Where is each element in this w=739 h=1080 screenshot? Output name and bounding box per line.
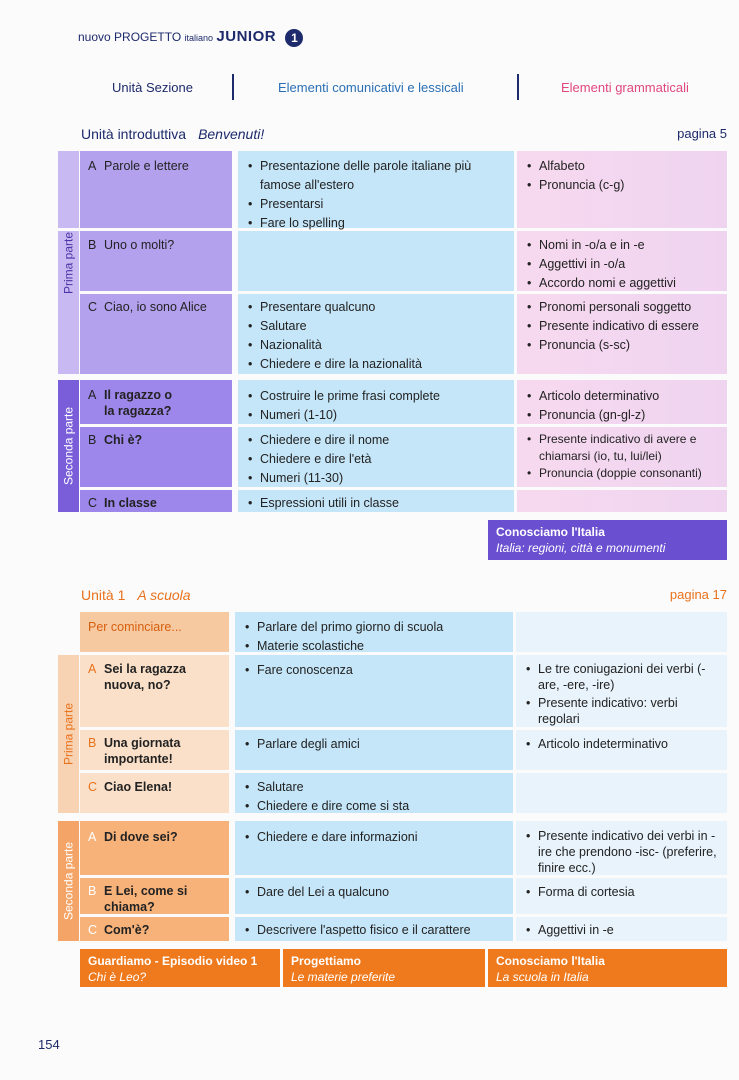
list-item: • Numeri (11-30)	[246, 469, 506, 488]
bar-subtitle: La scuola in Italia	[496, 970, 589, 984]
list-item: • Nazionalità	[246, 336, 506, 355]
section-name: Ciao, io sono Alice	[104, 300, 207, 314]
unit-1-page: pagina 17	[669, 587, 727, 602]
box-title: Conosciamo l'Italia	[496, 525, 605, 539]
unit-intro-title	[81, 126, 264, 142]
section-cell	[80, 490, 232, 516]
section-letter: B	[88, 736, 97, 750]
section-name: Uno o molti?	[104, 238, 175, 252]
list-item: • Materie scolastiche	[243, 637, 505, 656]
list-item: • Presente indicativo: verbi regolari	[524, 695, 719, 727]
section-name: Com'è?	[104, 923, 150, 937]
list-item: • Presente indicativo di essere	[525, 317, 719, 336]
comm-cell	[238, 383, 514, 428]
comm-cell	[235, 731, 513, 757]
list-item: • Chiedere e dire l'età	[246, 450, 506, 469]
section-name: Una giornata importante!	[104, 736, 181, 766]
section-name: Per cominciare...	[88, 620, 182, 634]
list-item: • Salutare	[246, 317, 506, 336]
list-item: • Le tre coniugazioni dei verbi (-are, -ere, -ire)	[524, 661, 719, 693]
unit-intro-subtitle: Benvenuti!	[198, 126, 265, 142]
box-subtitle: Italia: regioni, città e monumenti	[496, 541, 666, 555]
comm-cell	[238, 490, 514, 516]
list-item: • Accordo nomi e aggettivi	[525, 274, 719, 293]
comm-cell	[238, 294, 514, 377]
bar-progettiamo	[283, 949, 485, 987]
gram-cell	[517, 232, 727, 296]
list-item: • Presente indicativo dei verbi in -ire che prendono -isc- (preferire, finire ecc.)	[524, 828, 719, 876]
bar-title: Progettiamo	[291, 954, 362, 968]
list-item: • Aggettivi in -o/a	[525, 255, 719, 274]
gram-cell	[516, 917, 727, 943]
gram-cell	[517, 294, 727, 358]
section-name: Chi è?	[104, 433, 143, 447]
conosciamo-italia-box	[488, 520, 727, 560]
section-cell	[80, 731, 229, 770]
list-item: • Forma di cortesia	[524, 883, 719, 902]
col-bg	[516, 612, 727, 652]
section-letter: A	[88, 662, 97, 676]
list-item: • Chiedere e dire la nazionalità	[246, 355, 506, 374]
list-item: • Pronuncia (c-g)	[525, 176, 719, 195]
comm-cell	[235, 917, 513, 943]
list-item: • Fare lo spelling	[246, 214, 506, 233]
list-item: • Salutare	[243, 778, 505, 797]
comm-cell	[235, 879, 513, 905]
list-item: • Costruire le prime frasi complete	[246, 387, 506, 406]
list-item: • Pronomi personali soggetto	[525, 298, 719, 317]
list-item: • Chiedere e dire il nome	[246, 431, 506, 450]
page-number: 154	[38, 1037, 60, 1052]
list-item: • Chiedere e dire come si sta	[243, 797, 505, 816]
section-cell	[80, 917, 229, 943]
brand-progetto: PROGETTO	[114, 30, 182, 44]
part-label-seconda: Seconda parte	[58, 821, 79, 941]
part-label-prima: Prima parte	[58, 151, 79, 374]
header-divider	[232, 74, 234, 100]
col-bg	[80, 151, 232, 374]
bar-subtitle: Chi è Leo?	[88, 970, 147, 984]
section-cell	[80, 774, 229, 800]
list-item: • Presente indicativo di avere e chiamarsi (io, tu, lui/lei)	[525, 431, 719, 465]
brand-junior: JUNIOR	[216, 28, 277, 45]
section-letter: B	[88, 238, 97, 252]
section-cell	[80, 153, 232, 179]
comm-cell	[235, 657, 513, 683]
section-letter: C	[88, 780, 98, 794]
comm-cell	[238, 427, 514, 491]
list-item: • Parlare del primo giorno di scuola	[243, 618, 505, 637]
gram-cell	[517, 153, 727, 198]
section-name: Il ragazzo o la ragazza?	[104, 388, 173, 418]
list-item: • Chiedere e dare informazioni	[243, 828, 505, 847]
gram-cell	[516, 879, 727, 905]
bar-conosciamo	[488, 949, 727, 987]
section-cell	[80, 879, 229, 918]
brand-nuovo: nuovo	[78, 30, 111, 44]
section-cell	[80, 427, 232, 453]
list-item: • Presentazione delle parole italiane più famose all'estero	[246, 157, 506, 195]
row-divider	[80, 770, 727, 773]
header-grammaticali: Elementi grammaticali	[561, 80, 689, 95]
section-letter: A	[88, 159, 97, 173]
unit-intro-page: pagina 5	[677, 126, 727, 141]
bar-title: Guardiamo - Episodio video 1	[88, 954, 258, 968]
part-label-prima: Prima parte	[58, 655, 79, 813]
list-item: • Alfabeto	[525, 157, 719, 176]
list-item: • Dare del Lei a qualcuno	[243, 883, 505, 902]
section-letter: B	[88, 884, 97, 898]
gram-cell	[516, 731, 727, 757]
unit-1-name: Unità 1	[81, 587, 126, 603]
section-letter: B	[88, 433, 97, 447]
gram-cell	[516, 824, 727, 879]
section-letter: A	[88, 830, 97, 844]
list-item: • Pronuncia (gn-gl-z)	[525, 406, 719, 425]
section-cell	[80, 232, 232, 258]
brand-volume-badge: 1	[285, 29, 303, 47]
section-cell	[80, 824, 229, 850]
section-name: Sei la ragazza nuova, no?	[104, 662, 186, 692]
bar-title: Conosciamo l'Italia	[496, 954, 605, 968]
list-item: • Numeri (1-10)	[246, 406, 506, 425]
brand-italiano: italiano	[184, 33, 214, 43]
list-item: • Pronuncia (doppie consonanti)	[525, 465, 719, 482]
unit-1-title	[81, 587, 191, 603]
section-name: In classe	[104, 496, 157, 510]
section-name: Parole e lettere	[104, 159, 189, 173]
bar-subtitle: Le materie preferite	[291, 970, 396, 984]
gram-cell	[517, 383, 727, 428]
comm-cell	[235, 614, 513, 659]
section-letter: C	[88, 496, 98, 510]
comm-cell	[235, 774, 513, 819]
comm-cell	[235, 824, 513, 850]
brand-logo	[78, 28, 303, 47]
unit-intro-name: Unità introduttiva	[81, 126, 187, 142]
section-letter: C	[88, 300, 98, 314]
header-divider	[517, 74, 519, 100]
section-letter: A	[88, 388, 97, 402]
list-item: • Pronuncia (s-sc)	[525, 336, 719, 355]
section-cell	[80, 383, 232, 422]
list-item: • Parlare degli amici	[243, 735, 505, 754]
section-name: Ciao Elena!	[104, 780, 173, 794]
section-name: Di dove sei?	[104, 830, 178, 844]
list-item: • Nomi in -o/a e in -e	[525, 236, 719, 255]
list-item: • Presentare qualcuno	[246, 298, 506, 317]
gram-cell	[516, 657, 727, 730]
list-item: • Presentarsi	[246, 195, 506, 214]
section-name: E Lei, come si chiama?	[104, 884, 188, 914]
list-item: • Fare conoscenza	[243, 661, 505, 680]
section-cell	[80, 657, 229, 696]
comm-cell	[238, 153, 514, 236]
header-comunicativi: Elementi comunicativi e lessicali	[278, 80, 464, 95]
section-cell	[80, 614, 229, 640]
list-item: • Articolo determinativo	[525, 387, 719, 406]
section-letter: C	[88, 923, 98, 937]
list-item: • Articolo indeterminativo	[524, 735, 719, 754]
gram-cell	[517, 427, 727, 485]
list-item: • Espressioni utili in classe	[246, 494, 506, 513]
part-label-seconda: Seconda parte	[58, 380, 79, 512]
list-item: • Aggettivi in -e	[524, 921, 719, 940]
list-item: • Descrivere l'aspetto fisico e il carattere	[243, 921, 505, 940]
bar-guardiamo	[80, 949, 280, 987]
unit-1-subtitle: A scuola	[137, 587, 191, 603]
header-unita-sezione: Unità Sezione	[112, 80, 193, 95]
section-cell	[80, 294, 232, 320]
